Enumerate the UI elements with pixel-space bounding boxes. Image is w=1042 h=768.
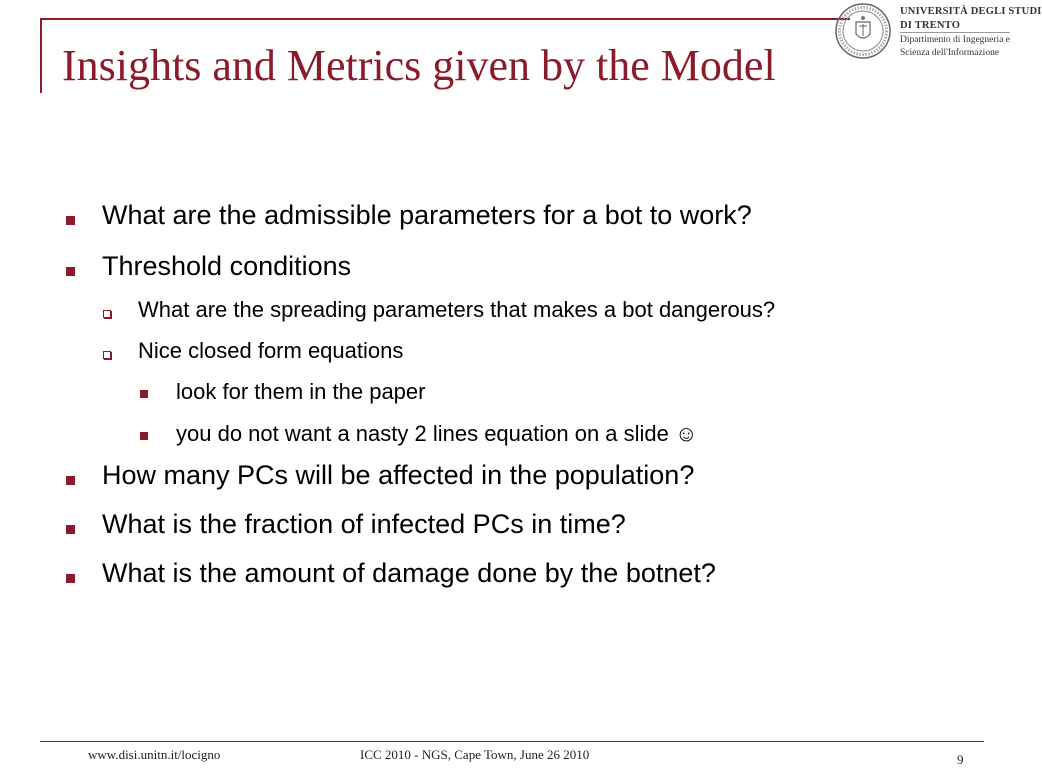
- logo-university-city: DI TRENTO: [900, 20, 961, 31]
- sub-bullet-item: What are the spreading parameters that makes a bot dangerous?: [138, 297, 776, 322]
- bullet-square-icon: [66, 267, 75, 276]
- sub-sub-bullet-item: you do not want a nasty 2 lines equation on a slide ☺: [176, 421, 698, 446]
- bullet-hollow-square-icon: [103, 310, 111, 318]
- bullet-item: Threshold conditions: [102, 251, 352, 281]
- bullet-item: What is the amount of damage done by the botnet?: [102, 558, 716, 588]
- bullet-square-icon: [66, 476, 75, 485]
- slide-title: Insights and Metrics given by the Model: [62, 41, 776, 90]
- bullet-square-icon: [66, 525, 75, 534]
- bullet-square-icon: [66, 216, 75, 225]
- bullet-square-icon: [66, 574, 75, 583]
- bullet-square-icon: [140, 390, 148, 398]
- bullet-item: What is the fraction of infected PCs in time?: [102, 509, 626, 539]
- logo-department-line2: Scienza dell'Informazione: [900, 48, 1000, 58]
- footer-url: www.disi.unitn.it/locigno: [88, 747, 221, 762]
- bullet-hollow-square-icon: [103, 351, 111, 359]
- footer-divider: [40, 741, 984, 742]
- page-number: 9: [957, 752, 964, 767]
- bullet-item: How many PCs will be affected in the population?: [102, 460, 695, 490]
- logo-university-name: UNIVERSITÀ DEGLI STUDI: [900, 6, 1042, 17]
- logo-department-line1: Dipartimento di Ingegneria e: [900, 35, 1011, 45]
- sub-bullet-item: Nice closed form equations: [138, 338, 404, 363]
- bullet-item: What are the admissible parameters for a bot to work?: [102, 200, 752, 230]
- footer-conference: ICC 2010 - NGS, Cape Town, June 26 2010: [360, 747, 590, 762]
- bullet-square-icon: [140, 432, 148, 440]
- sub-sub-bullet-item: look for them in the paper: [176, 379, 426, 404]
